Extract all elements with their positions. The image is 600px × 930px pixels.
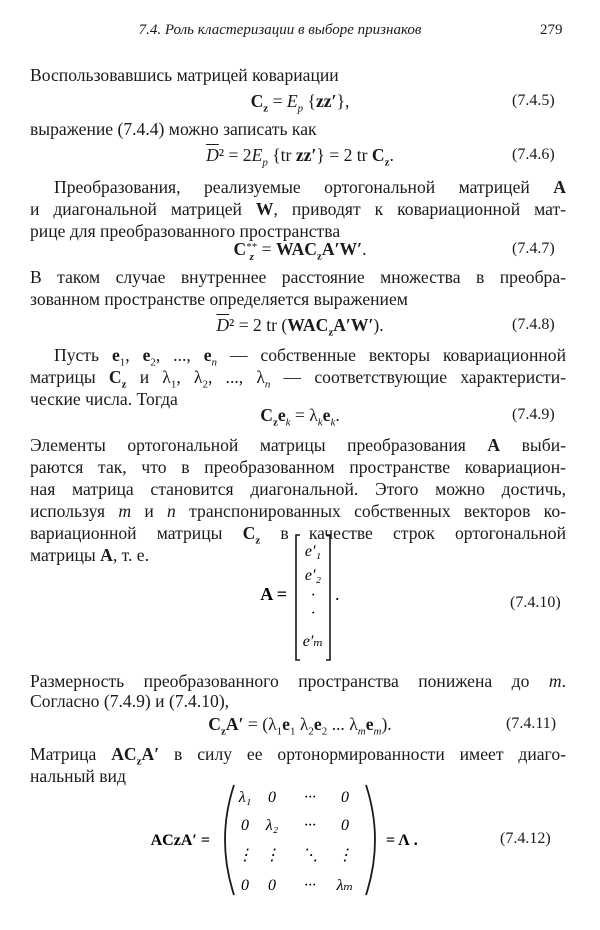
page-number: 279	[540, 22, 563, 38]
matrix-a-row-5: e′ₘ	[302, 633, 324, 650]
equation-7-4-7: C ** z = $WAC_zA'W'$.	[233, 239, 367, 263]
text-line-12: раются так, что в преобразованном пространстве ковариацион-	[30, 457, 566, 477]
text-line-1: Воспользовавшись матрицей ковариации	[30, 65, 339, 85]
text-line-9: матрицы $C_z$ и $\lambda_1$, $\lambda_2$, ..., $\lambda_n$ — соответствующие характеристи-	[30, 367, 566, 391]
matrix-diag-cell-4-4: λₘ	[336, 877, 354, 894]
matrix-diag-cell-3-1: ⋮	[237, 847, 253, 864]
equation-7-4-5: $C_z = E_p$ {zz′},	[250, 91, 350, 115]
matrix-a-row-2: e′₂	[304, 567, 322, 584]
text-line-11: Элементы ортогональной матрицы преобразования A выби-	[30, 435, 566, 455]
eqnum-7-4-6: (7.4.6)	[512, 146, 555, 163]
text-line-13: ная матрица становится диагональной. Этого можно достичь,	[30, 479, 566, 499]
matrix-diag-cell-2-1: 0	[241, 817, 249, 834]
equation-7-4-9: $C_ze_k = \lambda_ke_k$.	[260, 405, 340, 429]
eqnum-7-4-9: (7.4.9)	[512, 406, 555, 423]
matrix-diag-cell-4-3: ···	[304, 877, 316, 894]
matrix-diag-lhs: ACzA′ =	[150, 832, 210, 849]
text-line-14: используя m и n транспонированных собственных векторов ко-	[30, 501, 566, 521]
text-line-16: матрицы A, т. е.	[30, 545, 150, 565]
text-line-2: выражение (7.4.4) можно записать как	[30, 119, 317, 139]
matrix-diag-cell-2-2: λ₂	[265, 817, 279, 834]
matrix-a-lhs: A =	[260, 584, 287, 604]
matrix-diag-rhs: = Λ .	[386, 832, 418, 849]
matrix-diag-cell-1-3: ···	[304, 789, 316, 806]
text-line-4: и диагональной матрицей W, приводят к ковариационной мат-	[30, 199, 566, 219]
eqnum-7-4-8: (7.4.8)	[512, 316, 555, 333]
matrix-diag-left-paren	[225, 785, 234, 895]
text-line-19: Матрица $AC_zA'$ в силу ее ортонормированности имеет диаго-	[30, 744, 566, 768]
matrix-diag-cell-2-4: 0	[341, 817, 349, 834]
matrix-a-period: .	[335, 584, 340, 604]
eqnum-7-4-7: (7.4.7)	[512, 240, 555, 257]
text-line-8: Пусть $e_1$, $e_2$, ..., $e_n$ — собственные векторы ковариационной	[54, 345, 566, 369]
eqnum-7-4-12: (7.4.12)	[500, 830, 551, 847]
matrix-diag-cell-2-3: ···	[304, 817, 316, 834]
text-line-3: Преобразования, реализуемые ортогональной матрицей A	[54, 177, 566, 197]
matrix-a-row-4: ·	[311, 605, 315, 622]
matrix-a-row-1: e′₁	[304, 543, 322, 560]
matrix-diag-cell-1-2: 0	[268, 789, 276, 806]
running-header: 7.4. Роль кластеризации в выборе признаков	[138, 22, 422, 38]
matrix-diag-cell-3-2: ⋮	[264, 847, 280, 864]
text-line-17: Размерность преобразованного пространства понижена до m.	[30, 671, 566, 691]
text-line-10: ческие числа. Тогда	[30, 389, 178, 409]
text-line-7: зованном пространстве определяется выражением	[30, 289, 408, 309]
matrix-diag-right-paren	[366, 785, 375, 895]
equation-7-4-6: $\overline{D}^2 = 2E_p$ {tr zz′} = 2 tr $C_z$.	[206, 145, 394, 169]
equation-7-4-11: $C_zA' = (\lambda_1e_1$ $\lambda_2e_2$ ... $\lambda_me_m$).	[208, 714, 392, 738]
eqnum-7-4-5: (7.4.5)	[512, 92, 555, 109]
text-line-20: нальный вид	[30, 766, 126, 786]
matrix-a-row-3: ·	[311, 587, 315, 604]
text-line-15: вариационной матрицы $C_z$ в качестве строк ортогональной	[30, 523, 566, 547]
text-line-5: рице для преобразованного пространства	[30, 221, 341, 241]
matrix-diag-cell-3-4: ⋮	[337, 847, 353, 864]
matrix-diag-cell-1-1: λ₁	[238, 789, 252, 806]
eqnum-7-4-11: (7.4.11)	[506, 715, 557, 732]
text-line-6: В таком случае внутреннее расстояние множества в преобра-	[30, 267, 566, 287]
eqnum-7-4-10: (7.4.10)	[510, 594, 561, 611]
text-line-18: Согласно (7.4.9) и (7.4.10),	[30, 691, 230, 711]
matrix-diag-cell-4-1: 0	[241, 877, 249, 894]
matrix-diag-cells	[237, 789, 353, 894]
matrix-diag-cell-3-3: ⋱	[302, 847, 318, 864]
matrix-diag-cell-4-2: 0	[268, 877, 276, 894]
equation-7-4-8: $\overline{D}^2 = 2$ tr $(WAC_zA'W')$.	[216, 315, 384, 339]
matrix-diag-cell-1-4: 0	[341, 789, 349, 806]
